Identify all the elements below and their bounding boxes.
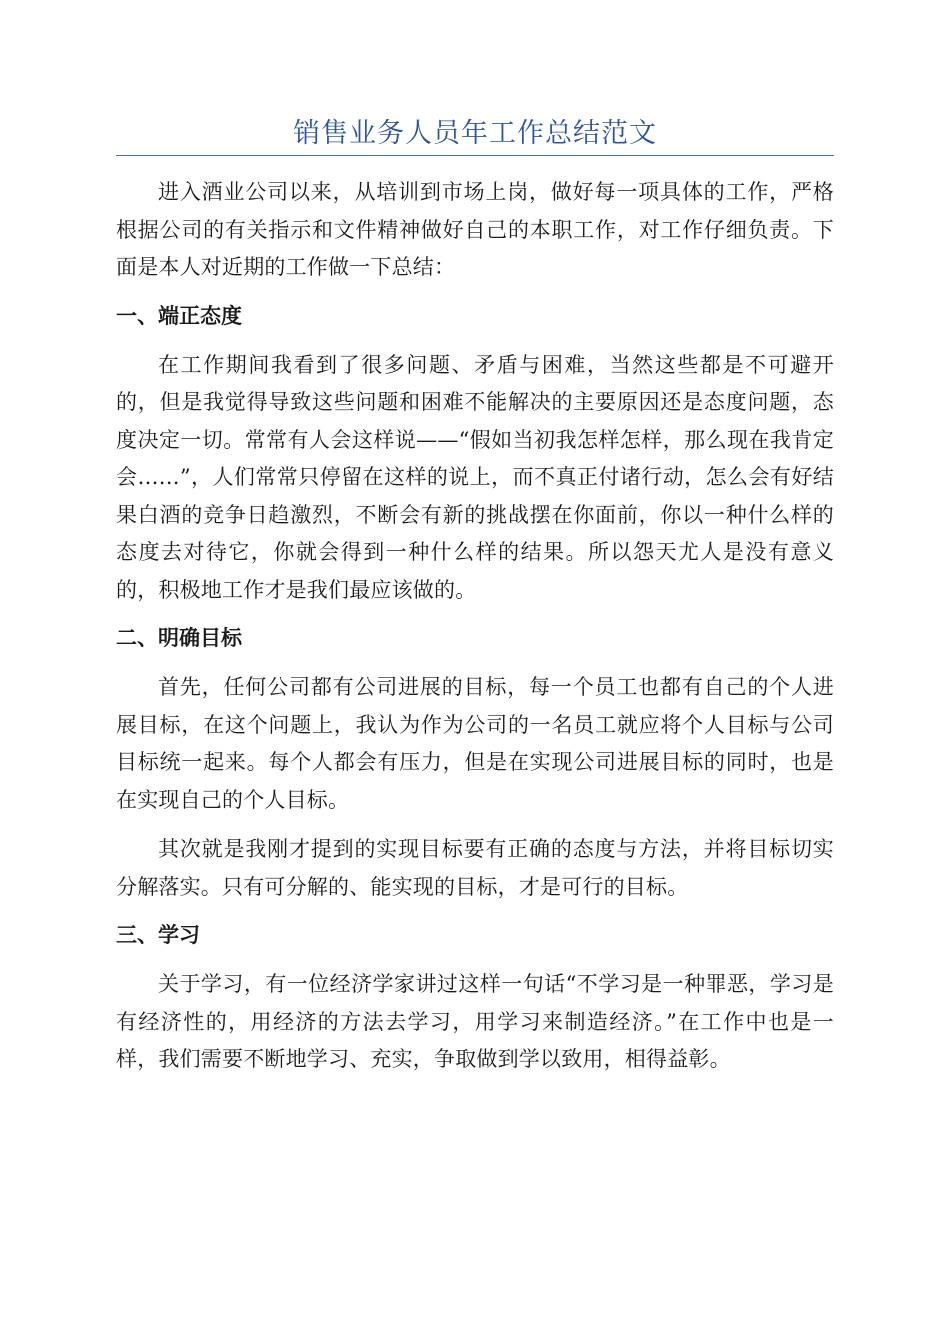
document-body <box>116 174 834 1091</box>
section-heading-goals: 二、明确目标 <box>116 626 242 650</box>
section-learning-paragraph: 关于学习，有一位经济学家讲过这样一句话“不学习是一种罪恶，学习是有经济性的，用经济的方法去学习，用学习来制造经济。”在工作中也是一样，我们需要不断地学习、充实，争取做到学以致用，相得益彰。 <box>116 972 834 1071</box>
intro-paragraph: 进入酒业公司以来，从培训到市场上岗，做好每一项具体的工作，严格根据公司的有关指示和文件精神做好自己的本职工作，对工作仔细负责。下面是本人对近期的工作做一下总结： <box>116 180 834 279</box>
document-title: 销售业务人员年工作总结范文 <box>293 118 657 149</box>
section-goals-paragraph-2: 其次就是我刚才提到的实现目标要有正确的态度与方法，并将目标切实分解落实。只有可分解的、能实现的目标，才是可行的目标。 <box>116 837 834 899</box>
section-heading-attitude: 一、端正态度 <box>116 303 242 328</box>
section-attitude-paragraph: 在工作期间我看到了很多问题、矛盾与困难，当然这些都是不可避开的，但是我觉得导致这些问题和困难不能解决的主要原因还是态度问题，态度决定一切。常常有人会这样说——“假如当初我怎样怎样，那么现在我肯定会……”，人们常常只停留在这样的说上，而不真正付诸行动，怎么会有好结果白酒的竞争日趋激烈，不断会有新的挑战摆在你面前，你以一种什么样的态度去对待它，你就会得到一种什么样的结果。所以怨天尤人是没有意义的，积极地工作才是我们最应该做的。 <box>116 352 834 602</box>
title-underline <box>116 155 834 156</box>
section-heading-learning: 三、学习 <box>116 923 200 947</box>
section-goals-paragraph-1: 首先，任何公司都有公司进展的目标，每一个员工也都有自己的个人进展目标，在这个问题上，我认为作为公司的一名员工就应将个人目标与公司目标统一起来。每个人都会有压力，但是在实现公司进展目标的同时，也是在实现自己的个人目标。 <box>116 675 834 812</box>
